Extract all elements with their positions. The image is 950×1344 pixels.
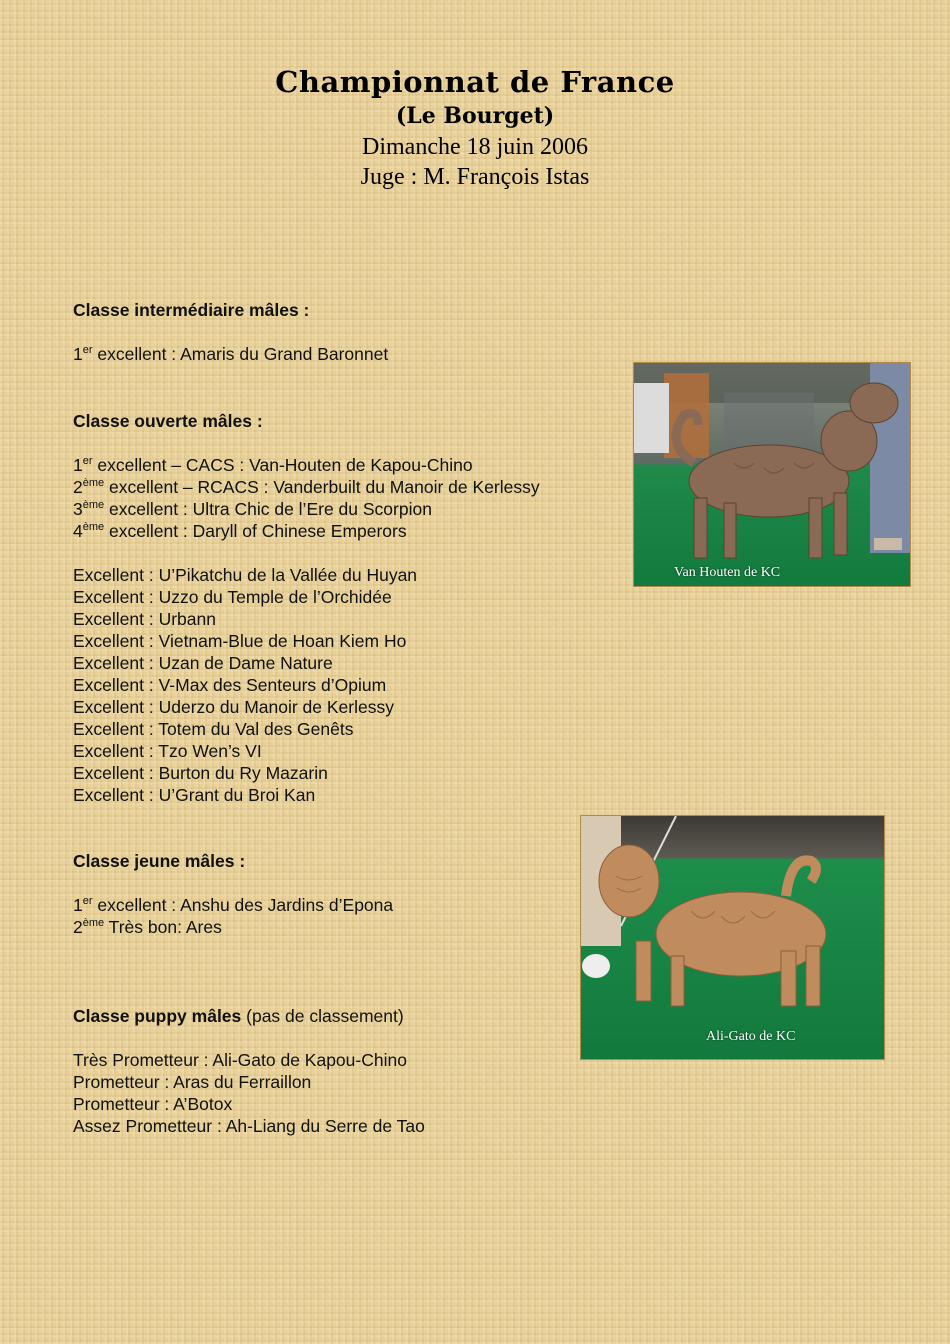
dog-photo-van-houten	[633, 362, 911, 587]
result-line: Excellent : U’Pikatchu de la Vallée du Huyan	[73, 565, 418, 585]
result-line: Excellent : V-Max des Senteurs d’Opium	[73, 675, 387, 695]
dog-illustration	[581, 816, 884, 1059]
result-line: Excellent : Urbann	[73, 609, 216, 629]
event-date: Dimanche 18 juin 2006	[362, 134, 588, 160]
result-line: 1er excellent : Amaris du Grand Baronnet	[73, 344, 389, 364]
result-line: Excellent : Burton du Ry Mazarin	[73, 763, 328, 783]
result-line: 3ème excellent : Ultra Chic de l’Ere du Scorpion	[73, 499, 432, 519]
section-title: Classe intermédiaire mâles :	[73, 300, 310, 320]
section-ouverte	[73, 410, 653, 806]
section-title: Classe jeune mâles :	[73, 851, 246, 871]
result-line: Excellent : Uzan de Dame Nature	[73, 653, 333, 673]
photo-caption: Van Houten de KC	[674, 565, 781, 580]
result-line: 1er excellent – CACS : Van-Houten de Kapou-Chino	[73, 455, 473, 475]
result-line: Excellent : Vietnam-Blue de Hoan Kiem Ho	[73, 631, 407, 651]
section-puppy	[73, 1005, 653, 1137]
section-note: (pas de classement)	[241, 1006, 404, 1026]
result-line: Excellent : Uderzo du Manoir de Kerlessy	[73, 697, 394, 717]
section-title: Classe ouverte mâles :	[73, 411, 263, 431]
page-title: Championnat de France	[275, 65, 675, 99]
result-line: 2ème Très bon: Ares	[73, 917, 222, 937]
event-judge: Juge : M. François Istas	[360, 164, 590, 190]
result-line: Prometteur : Aras du Ferraillon	[73, 1072, 312, 1092]
result-line: Excellent : Tzo Wen’s VI	[73, 741, 262, 761]
page-subtitle: (Le Bourget)	[395, 103, 555, 129]
dog-photo-ali-gato	[580, 815, 885, 1060]
dog-illustration	[634, 363, 910, 586]
result-line: Excellent : U’Grant du Broi Kan	[73, 785, 316, 805]
photo-caption: Ali-Gato de KC	[706, 1029, 796, 1044]
result-line: 4ème excellent : Daryll of Chinese Emperors	[73, 521, 407, 541]
section-jeune	[73, 850, 653, 938]
result-line: 2ème excellent – RCACS : Vanderbuilt du Manoir de Kerlessy	[73, 477, 540, 497]
result-line: Très Prometteur : Ali-Gato de Kapou-Chino	[73, 1050, 407, 1070]
result-line: 1er excellent : Anshu des Jardins d’Epona	[73, 895, 394, 915]
result-line: Excellent : Totem du Val des Genêts	[73, 719, 354, 739]
result-line: Excellent : Uzzo du Temple de l’Orchidée	[73, 587, 392, 607]
section-intermediaire	[73, 299, 653, 365]
result-line: Assez Prometteur : Ah-Liang du Serre de Tao	[73, 1116, 425, 1136]
result-line: Prometteur : A’Botox	[73, 1094, 233, 1114]
page-header	[0, 64, 950, 192]
section-title: Classe puppy mâles (pas de classement)	[73, 1006, 404, 1026]
